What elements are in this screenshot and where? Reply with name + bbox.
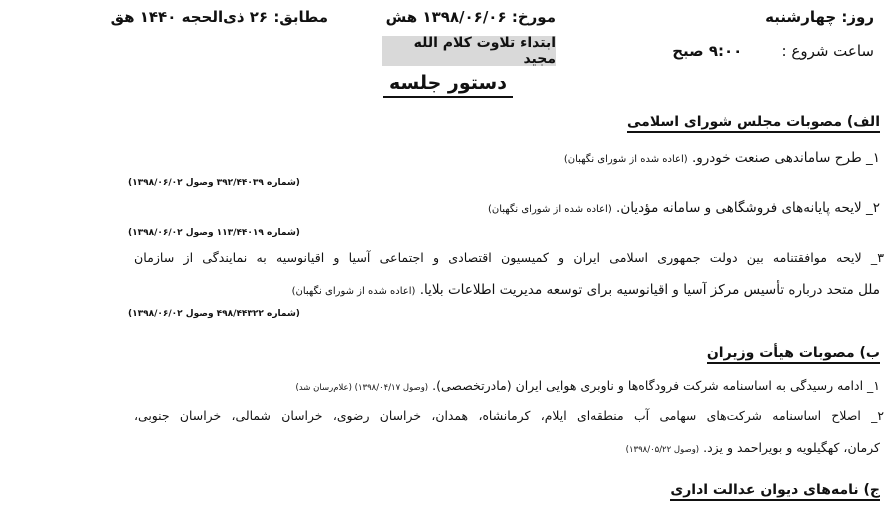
section-a-title xyxy=(627,114,880,130)
start-time-value: ۹:۰۰ صبح xyxy=(672,42,743,60)
item-text: ۱_ طرح ساماندهی صنعت خودرو. xyxy=(691,150,880,166)
item-note: (اعاده شده از شورای نگهبان) xyxy=(291,286,416,297)
section-c-title xyxy=(670,482,880,498)
quran-recitation-box xyxy=(382,36,556,66)
start-time-label: ساعت شروع : xyxy=(781,42,874,60)
item-note: (وصول ۱۳۹۸/۰۴/۱۷) (علام‌رسان شد) xyxy=(295,383,429,393)
section-a-title-text: الف) مصوبات مجلس شورای اسلامی xyxy=(627,114,880,133)
section-b-title xyxy=(707,345,880,361)
item-note: (اعاده شده از شورای نگهبان) xyxy=(563,154,688,165)
section-b-item-2-line1: ۲_ اصلاح اساسنامه شرکت‌های سهامی آب منطقه‌ای ایلام، کرمانشاه، همدان، خراسان رضوی، خراسان شمالی، خراسان جنوبی، xyxy=(134,408,884,423)
item-text: ۱_ ادامه رسیدگی به اساسنامه شرکت فرودگاه‌ها و ناوبری هوایی ایران (مادرتخصصی). xyxy=(432,378,880,393)
section-a-item-3-line2 xyxy=(292,282,880,298)
section-a-item-2 xyxy=(488,200,880,216)
item-note: (وصول ۱۳۹۸/۰۵/۲۲) xyxy=(625,445,700,455)
section-a-item-1-ref: (شماره ۳۹۲/۴۴۰۳۹ وصول ۱۳۹۸/۰۶/۰۲) xyxy=(128,178,300,188)
item-note: (اعاده شده از شورای نگهبان) xyxy=(487,204,612,215)
day-value: چهارشنبه xyxy=(765,8,837,26)
section-b-title-text: ب) مصوبات هیأت وزیران xyxy=(707,345,880,364)
agenda-title-text: دستور جلسه xyxy=(383,72,513,98)
hijri-value: ۲۶ ذی‌الحجه ۱۴۴۰ هق xyxy=(110,8,269,26)
hijri-date-field xyxy=(111,8,328,26)
section-a-item-2-ref: (شماره ۱۱۳/۴۴۰۱۹ وصول ۱۳۹۸/۰۶/۰۲) xyxy=(128,228,300,238)
section-b-item-1 xyxy=(296,378,880,393)
quran-recitation-text: ابتداء تلاوت کلام الله مجید xyxy=(413,35,556,67)
section-b-item-2-line2 xyxy=(626,440,880,455)
date-field xyxy=(386,8,556,26)
item-text: ۲_ لایحه پایانه‌های فروشگاهی و سامانه مؤدیان. xyxy=(616,200,880,216)
day-label: روز: xyxy=(841,8,874,26)
section-a-item-3-ref: (شماره ۴۹۸/۴۴۳۲۲ وصول ۱۳۹۸/۰۶/۰۲) xyxy=(128,309,300,319)
item-text: کرمان، کهگیلویه و بویراحمد و یزد. xyxy=(703,440,880,455)
hijri-label: مطابق: xyxy=(273,8,328,26)
item-text: ملل متحد درباره تأسیس مرکز آسیا و اقیانوسیه برای توسعه مدیریت اطلاعات بلایا. xyxy=(419,282,880,298)
section-c-title-text: ج) نامه‌های دیوان عدالت اداری xyxy=(670,482,880,501)
date-label: مورخ: xyxy=(511,8,556,26)
date-value: ۱۳۹۸/۰۶/۰۶ هش xyxy=(385,8,507,26)
section-a-item-1 xyxy=(564,150,880,166)
day-field xyxy=(765,8,874,26)
start-time-field xyxy=(672,42,874,60)
agenda-title xyxy=(0,72,896,94)
section-a-item-3-line1: ۳_ لایحه موافقتنامه بین دولت جمهوری اسلامی ایران و کمیسیون اقتصادی و اجتماعی آسیا و اقیانوسیه به نمایندگی از سازمان xyxy=(134,250,884,265)
